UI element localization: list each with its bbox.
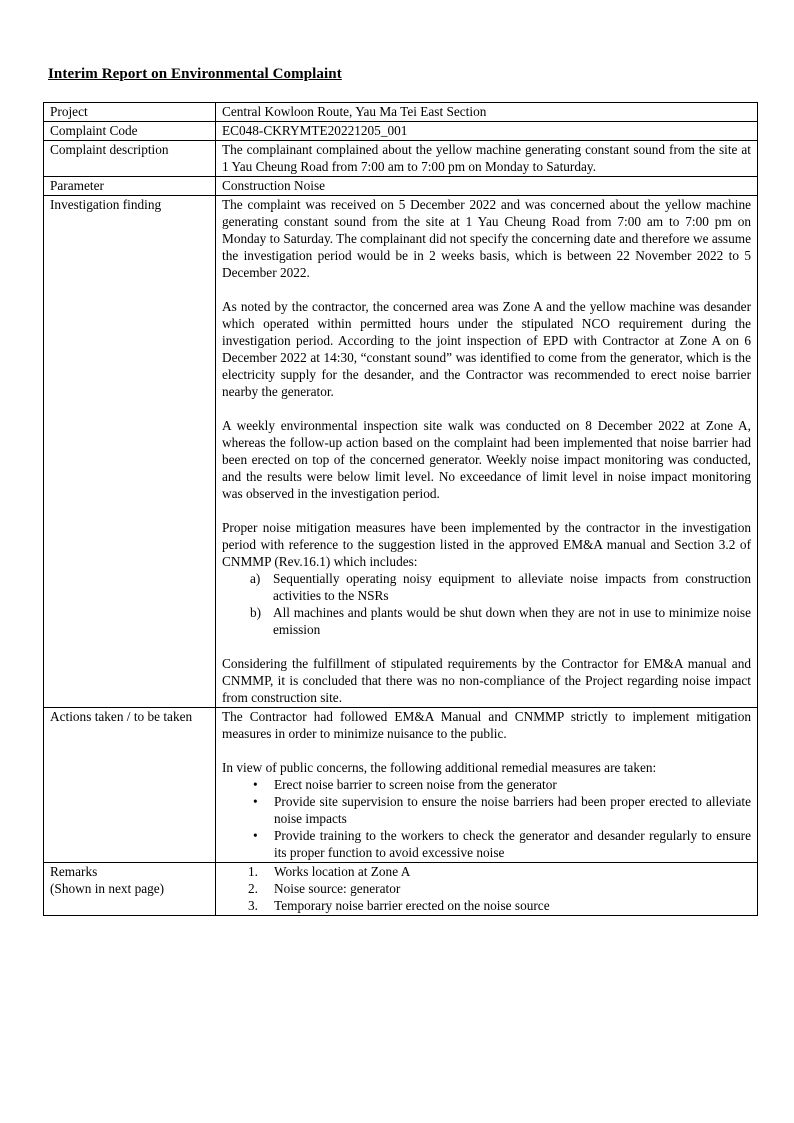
bullet-icon: • [253,828,258,843]
bullet-icon: • [253,777,258,792]
remark-text-2: Noise source: generator [274,881,401,896]
investigation-paragraph-2: As noted by the contractor, the concerned area was Zone A and the yellow machine was desander which operated within permitted hours under the stipulated NCO requirement during the investigation period. According to the joint inspection of EPD with Contractor at Zone A on 6 December 2022 at 14:30, “constant sound” was identified to come from the generator, which is the electricity supply for the desander, and the Contractor was recommended to erect noise barrier nearby the generator. [222,299,751,399]
table-row-complaint-description [44,141,758,177]
actions-paragraph-2: In view of public concerns, the following additional remedial measures are taken: [222,760,657,775]
remark-text-1: Works location at Zone A [274,864,411,879]
complaint-description-value: The complainant complained about the yellow machine generating constant sound from the site at 1 Yau Cheung Road from 7:00 am to 7:00 pm on Monday to Saturday. [216,141,758,177]
actions-taken-value [216,708,758,863]
parameter-label: Parameter [44,177,216,196]
table-row-actions-taken [44,708,758,863]
actions-taken-label: Actions taken / to be taken [44,708,216,863]
project-label: Project [44,103,216,122]
investigation-paragraph-4-intro: Proper noise mitigation measures have been implemented by the contractor in the investigation period with reference to the suggestion listed in the approved EM&A manual and Section 3.2 of CNMMP (Rev.16.1) which includes: [222,520,751,569]
remark-item-3 [222,897,751,914]
remark-item-1 [222,863,751,880]
project-value: Central Kowloon Route, Yau Ma Tei East Section [216,103,758,122]
complaint-code-label: Complaint Code [44,122,216,141]
page-title: Interim Report on Environmental Complaint [48,66,342,82]
remark-item-2 [222,880,751,897]
table-row-project [44,103,758,122]
bullet-icon: • [253,794,258,809]
remarks-label-line2: (Shown in next page) [50,881,165,896]
remarks-label-line1: Remarks [50,864,98,879]
actions-paragraph-1: The Contractor had followed EM&A Manual and CNMMP strictly to implement mitigation measures in order to minimize nuisance to the public. [222,709,751,741]
investigation-paragraph-1: The complaint was received on 5 December 2022 and was concerned about the yellow machine generating constant sound from the site at 1 Yau Cheung Road from 7:00 am to 7:00 pm on Monday to Saturday. The complainant did not specify the concerning date and therefore we assume the investigation period would be in 2 weeks basis, which is between 22 November 2022 to 5 December 2022. [222,197,751,280]
remarks-value [216,863,758,916]
table-row-investigation-finding [44,196,758,708]
list-text-a: Sequentially operating noisy equipment to alleviate noise impacts from construction activities to the NSRs [273,571,751,603]
remark-number-2: 2. [248,881,258,896]
report-table [43,102,758,916]
remarks-label [44,863,216,916]
table-row-remarks [44,863,758,916]
table-row-complaint-code [44,122,758,141]
investigation-paragraph-3: A weekly environmental inspection site walk was conducted on 8 December 2022 at Zone A, whereas the follow-up action based on the complaint had been implemented that noise barrier had been erected on top of the concerned generator. Weekly noise impact monitoring was conducted, and the results were below limit level. No exceedance of limit level in noise impact monitoring was observed in the investigation period. [222,418,751,501]
complaint-code-value: EC048-CKRYMTE20221205_001 [216,122,758,141]
bullet-item-3 [222,827,751,861]
bullet-item-2 [222,793,751,827]
remark-number-3: 3. [248,898,258,913]
table-row-parameter [44,177,758,196]
bullet-text-1: Erect noise barrier to screen noise from the generator [274,777,557,792]
list-marker-b: b) [250,605,262,620]
remark-text-3: Temporary noise barrier erected on the noise source [274,898,550,913]
investigation-finding-value [216,196,758,708]
investigation-finding-label: Investigation finding [44,196,216,708]
list-item-a [222,570,751,604]
bullet-item-1 [222,776,751,793]
bullet-text-2: Provide site supervision to ensure the noise barriers had been proper erected to alleviate noise impacts [274,794,751,826]
list-item-b [222,604,751,638]
remark-number-1: 1. [248,864,258,879]
parameter-value: Construction Noise [216,177,758,196]
complaint-description-label: Complaint description [44,141,216,177]
list-marker-a: a) [250,571,261,586]
bullet-text-3: Provide training to the workers to check the generator and desander regularly to ensure its proper function to avoid excessive noise [274,828,751,860]
list-text-b: All machines and plants would be shut down when they are not in use to minimize noise emission [273,605,751,637]
investigation-paragraph-5: Considering the fulfillment of stipulated requirements by the Contractor for EM&A manual and CNMMP, it is concluded that there was no non-compliance of the Project regarding noise impact from construction site. [222,656,751,705]
